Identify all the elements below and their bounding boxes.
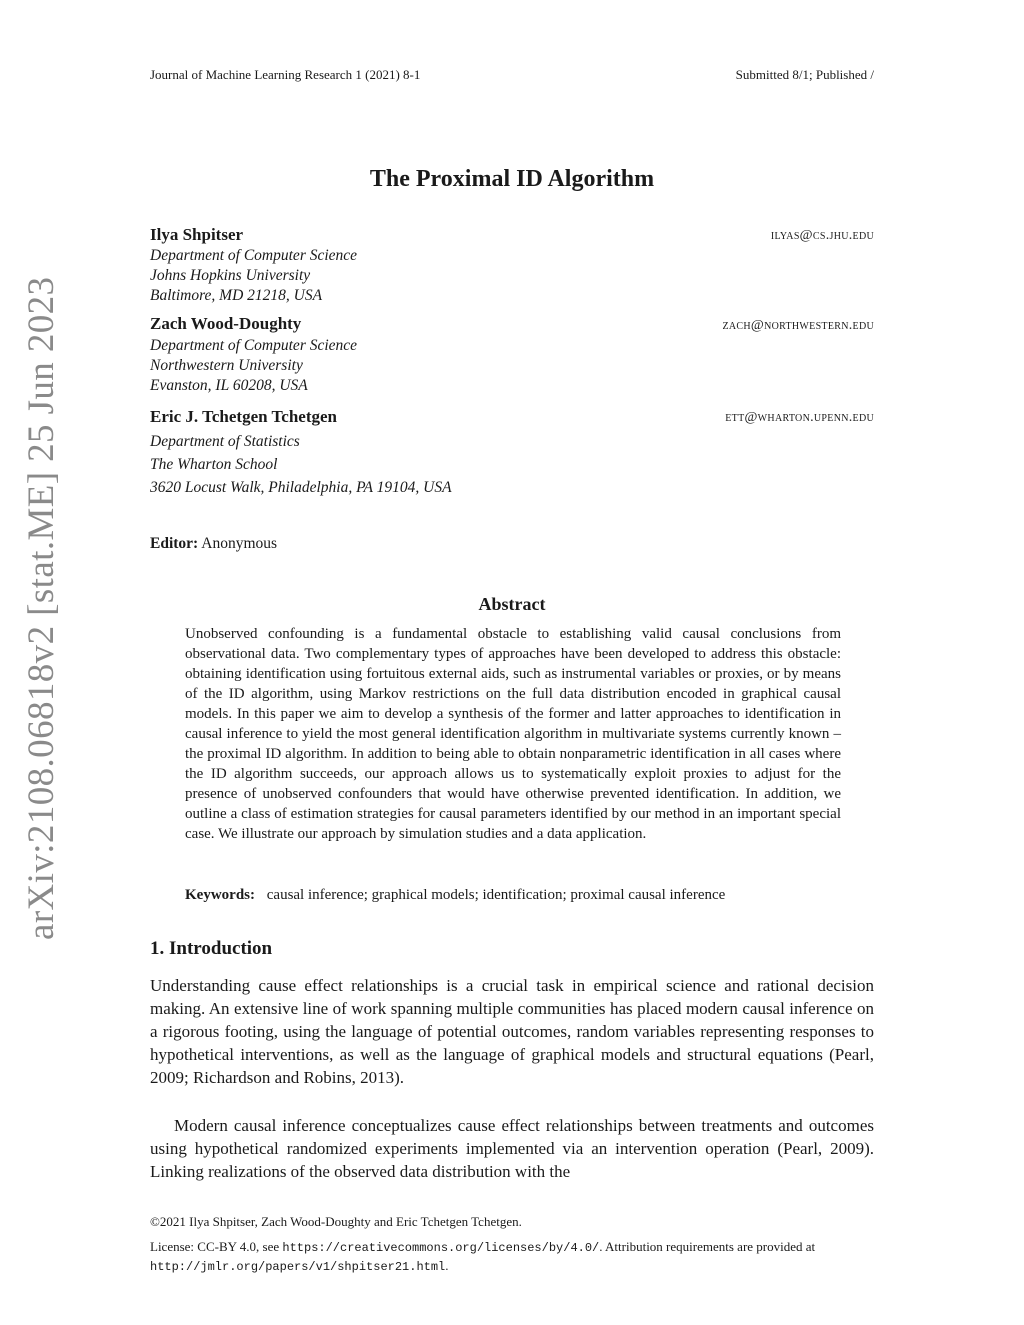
editor-label: Editor: xyxy=(150,535,199,552)
affiliation-line: Baltimore, MD 21218, USA xyxy=(150,287,323,304)
author-email[interactable]: ilyas@cs.jhu.edu xyxy=(770,228,874,243)
section-heading: 1. Introduction xyxy=(150,938,273,959)
editor-line xyxy=(150,535,277,553)
affiliation-line: 3620 Locust Walk, Philadelphia, PA 19104, USA xyxy=(150,479,452,496)
author-email[interactable]: ett@wharton.upenn.edu xyxy=(725,410,874,425)
copyright-notice: ©2021 Ilya Shpitser, Zach Wood-Doughty and Eric Tchetgen Tchetgen. xyxy=(150,1214,522,1229)
affiliation-line: Department of Statistics xyxy=(150,433,300,450)
affiliation-line: Department of Computer Science xyxy=(150,337,358,354)
license-mid: . Attribution requirements are provided at xyxy=(599,1239,816,1254)
author-email[interactable]: zach@northwestern.edu xyxy=(722,318,874,333)
abstract-text: Unobserved confounding is a fundamental obstacle to establishing valid causal conclusions from observational data. Two complementary types of approaches have been developed to address this obstacle: obtaining identification using fortuitous external aids, such as instrumental variables or proxies, or by means of the ID algorithm, using Markov restrictions on the full data distribution encoded in graphical causal models. In this paper we aim to develop a synthesis of the former and latter approaches to identification in causal inference to yield the most general identification algorithm in multivariate systems currently known – the proximal ID algorithm. In addition to being able to obtain nonparametric identification in all cases where the ID algorithm succeeds, our approach allows us to systematically exploit proxies to adjust for the presence of unobserved confounders that would have otherwise prevented identification. In addition, we outline a class of estimation strategies for causal parameters identified by our method in an important special case. We illustrate our approach by simulation studies and a data application. xyxy=(185,626,841,842)
author-affiliation xyxy=(150,430,452,499)
keywords-label: Keywords: xyxy=(185,887,255,903)
abstract-heading: Abstract xyxy=(478,594,546,614)
paper-link[interactable]: http://jmlr.org/papers/v1/shpitser21.html xyxy=(150,1260,446,1274)
affiliation-line: The Wharton School xyxy=(150,456,278,473)
keywords-value: causal inference; graphical models; identification; proximal causal inference xyxy=(266,887,726,903)
license-notice xyxy=(150,1238,874,1276)
body-paragraph: Modern causal inference conceptualizes cause effect relationships between treatments and outcomes using hypothetical randomized experiments implemented via an intervention operation (Pearl, 2009). Linking realizations of the observed data distribution with the xyxy=(150,1116,874,1181)
affiliation-line: Department of Computer Science xyxy=(150,247,358,264)
license-end: . xyxy=(445,1258,449,1273)
author-affiliation xyxy=(150,246,357,306)
arxiv-sidebar-stamp: arXiv:2108.06818v2 [stat.ME] 25 Jun 2023 xyxy=(21,276,62,940)
author-name: Zach Wood-Doughty xyxy=(150,314,302,333)
affiliation-line: Johns Hopkins University xyxy=(150,267,311,284)
paper-title: The Proximal ID Algorithm xyxy=(369,166,655,192)
author-name: Eric J. Tchetgen Tchetgen xyxy=(150,407,338,426)
author-affiliation xyxy=(150,336,357,396)
editor-value: Anonymous xyxy=(201,535,278,552)
affiliation-line: Evanston, IL 60208, USA xyxy=(150,377,308,394)
license-prefix: License: CC-BY 4.0, see xyxy=(150,1239,283,1254)
body-paragraph: Understanding cause effect relationships is a crucial task in empirical science and rational decision making. An extensive line of work spanning multiple communities has placed modern causal inference on a rigorous footing, using the language of potential outcomes, random variables representing responses to hypothetical interventions, as well as the language of graphical models and structural equations (Pearl, 2009; Richardson and Robins, 2013). xyxy=(150,976,874,1087)
license-link[interactable]: https://creativecommons.org/licenses/by/4.0/ xyxy=(282,1241,600,1255)
affiliation-line: Northwestern University xyxy=(150,357,303,374)
journal-header: Journal of Machine Learning Research 1 (2021) 8-1 xyxy=(150,67,421,82)
submission-info: Submitted 8/1; Published / xyxy=(735,67,874,82)
keywords-line xyxy=(185,887,845,904)
author-name: Ilya Shpitser xyxy=(150,225,244,244)
